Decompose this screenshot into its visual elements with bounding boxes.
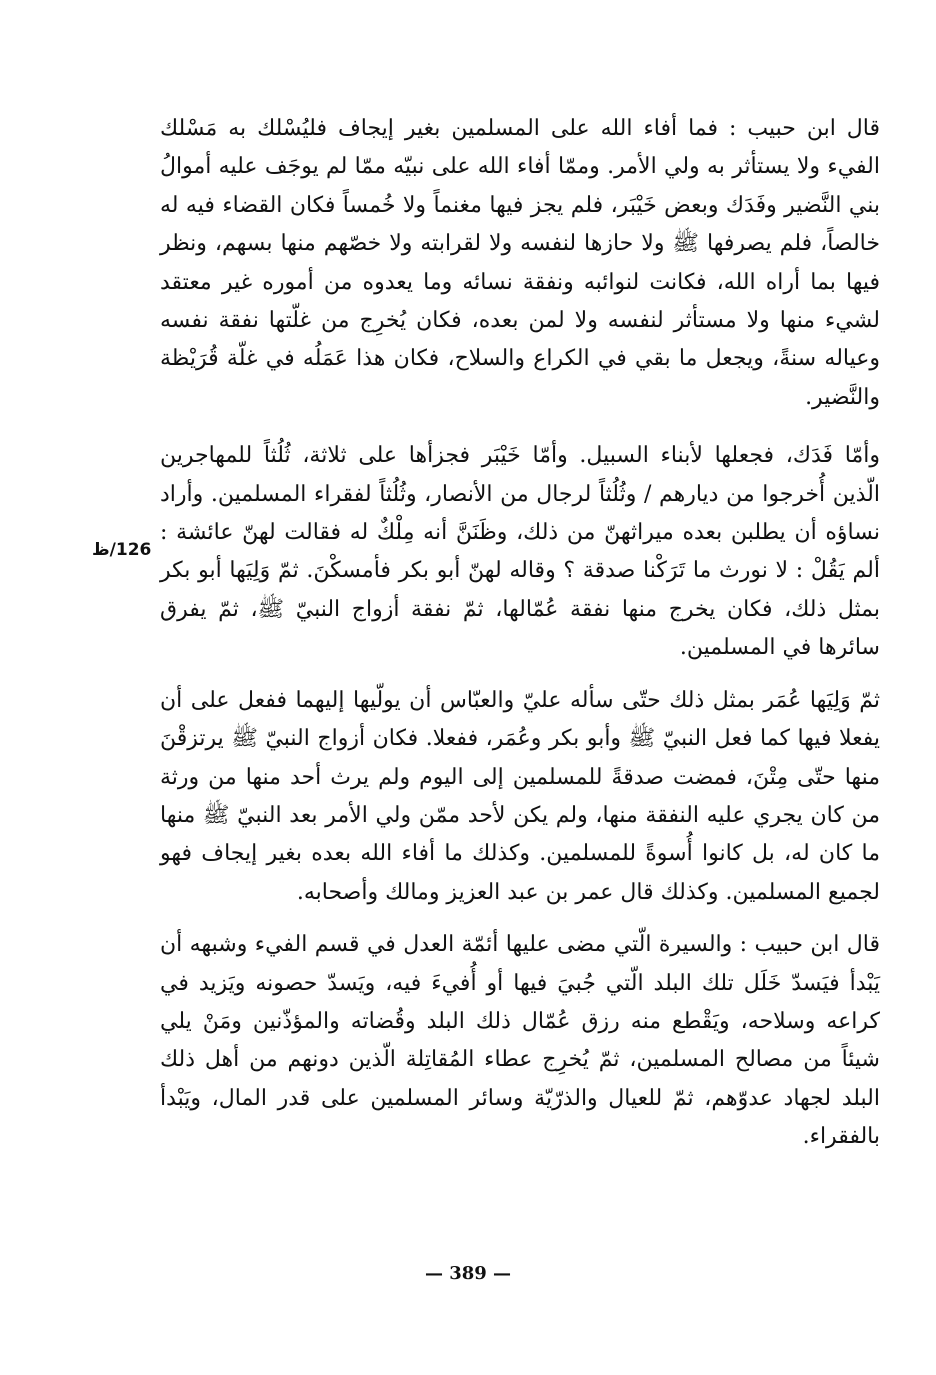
paragraph-4: قال ابن حبيب : والسيرة الّتي مضى عليها أئمّة العدل في قسم الفيء وشبهه أن يَبْدأ فيَسدّ خَلَل تلك البلد الّتي جُبيَ فيها أو أُفيءَ فيه، ويَسدّ حصونه ويَزيد في كراعه وسلاحه، ويَقْطع منه رزق عُمّال ذلك البلد وقُضاته والمؤذّنين ومَنْ يلي شيئاً من مصالح المسلمين، ثمّ يُخرِج عطاء المُقاتِلة الّذين دونهم من أهل ذلك البلد لجهاد عدوّهم، ثمّ للعيال والذرّيّة وسائر المسلمين على قدر المال، ويَبْدأ بالفقراء.	[160, 932, 880, 1150]
page-number: — 389 —	[424, 1263, 512, 1284]
paragraph-1: قال ابن حبيب : فما أفاء الله على المسلمين بغير إيجاف فليُسْلك به مَسْلك الفيء ولا يستأثر به ولي الأمر. وممّا أفاء الله على نبيّه ممّا لم يوجَف عليه أموالُ بني النَّضير وفَدَك وبعض خَيْبَر، فلم يجز فيها مغنماً ولا خُمساً فكان القضاء فيه له خالصاً، فلم يصرفها ﷺ ولا حازها لنفسه ولا لقرابته ولا خصّهم منها بسهم، ونظر فيها بما أراه الله، فكانت لنوائبه ونفقة نسائه وما يعدوه من أموره غير معتقد لشيء منها ولا مستأثر لنفسه ولا لمن بعده، فكان يُخرِج من غلّتها نفقة نفسه وعياله سنةً، ويجعل ما بقي في الكراع والسلاح، فكان هذا عَمَلُه في غلّة قُرَيْظة والنَّضير.	[160, 116, 880, 410]
paragraph-2: وأمّا فَدَك، فجعلها لأبناء السبيل. وأمّا خَيْبَر فجزأها على ثلاثة، ثُلُثاً للمهاجرين الّذين أُخرجوا من ديارهم / وثُلُثاً لرجال من الأنصار، وثُلُثاً لفقراء المسلمين. وأراد نساؤه أن يطلبن بعده ميراثهنّ من ذلك، وظَنَنَّ أنه مِلْكٌ له فقالت لهنّ عائشة : ألم يَقُلْ : لا نورث ما تَرَكْنا صدقة ؟ وقاله لهنّ أبو بكر فأمسكْنَ. ثمّ وَلِيَها أبو بكر بمثل ذلك، فكان يخرج منها نفقة عُمّالها، ثمّ نفقة أزواج النبيّ ﷺ، ثمّ يفرق سائرها في المسلمين.	[160, 443, 880, 661]
folio-margin-note: 126/ظ	[92, 540, 152, 560]
paragraph-3: ثمّ وَلِيَها عُمَر بمثل ذلك حتّى سأله عليّ والعبّاس أن يولّيها إليهما ففعل على أن يفعلا فيها كما فعل النبيّ ﷺ وأبو بكر وعُمَر، ففعلا. فكان أزواج النبيّ ﷺ يرتزقْنَ منها حتّى مِتْنَ، فمضت صدقةً للمسلمين إلى اليوم ولم يرث أحد منها من ورثة من كان يجري عليه النفقة منها، ولم يكن لأحد ممّن ولي الأمر بعد النبيّ ﷺ منها ما كان له، بل كانوا أُسوةً للمسلمين. وكذلك ما أفاء الله بعده بغير إيجاف فهو لجميع المسلمين. وكذلك قال عمر بن عبد العزيز ومالك وأصحابه.	[160, 687, 880, 905]
body-text	[160, 110, 880, 1157]
